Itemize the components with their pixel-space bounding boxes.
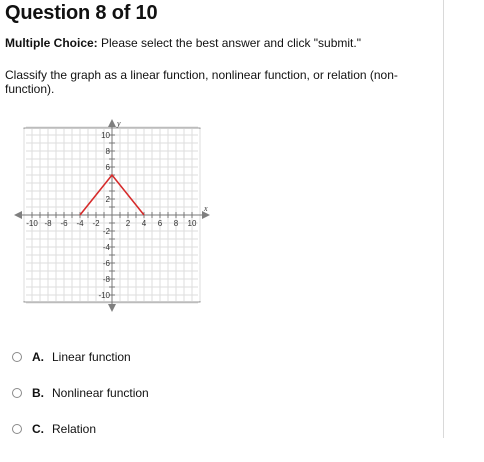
- y-tick-label: 2: [105, 195, 110, 204]
- x-tick-label: -4: [76, 219, 84, 228]
- radio-button-c[interactable]: [12, 424, 22, 434]
- x-axis-left-arrow-icon: [14, 211, 22, 219]
- right-divider: [443, 0, 444, 438]
- y-tick-label: 10: [101, 131, 110, 140]
- choice-b-letter: B.: [32, 386, 44, 400]
- y-tick-label: -2: [102, 227, 110, 236]
- x-tick-label: 6: [157, 219, 163, 228]
- y-tick-label: 6: [105, 163, 110, 172]
- x-tick-label: 10: [187, 219, 197, 228]
- y-tick-label: -10: [98, 291, 110, 300]
- y-axis-down-arrow-icon: [108, 304, 116, 312]
- choice-a-label: Linear function: [52, 350, 131, 364]
- choice-a[interactable]: [12, 348, 131, 366]
- choice-b-label: Nonlinear function: [52, 386, 149, 400]
- instructions-text: Please select the best answer and click "submit.": [97, 36, 361, 50]
- choice-b[interactable]: [12, 384, 149, 402]
- y-tick-label: -6: [102, 259, 110, 268]
- instructions: [5, 36, 361, 50]
- x-tick-label: -10: [26, 219, 38, 228]
- y-axis-up-arrow-icon: [108, 119, 116, 127]
- choice-c-label: Relation: [52, 422, 97, 436]
- x-tick-label: -6: [60, 219, 68, 228]
- y-axis-label: y: [117, 119, 121, 128]
- choice-a-letter: A.: [32, 350, 44, 364]
- x-axis-label: x: [204, 204, 208, 213]
- radio-button-b[interactable]: [12, 388, 22, 398]
- y-tick-label: -4: [102, 243, 110, 252]
- choice-c-letter: C.: [32, 422, 44, 436]
- radio-button-a[interactable]: [12, 352, 22, 362]
- x-tick-label: 4: [141, 219, 147, 228]
- y-tick-label: 8: [105, 147, 110, 156]
- instructions-label: Multiple Choice:: [5, 36, 98, 50]
- question-prompt: Classify the graph as a linear function, nonlinear function, or relation (non-function).: [5, 68, 398, 96]
- x-tick-label: -8: [44, 219, 52, 228]
- x-tick-label: -2: [92, 219, 100, 228]
- y-tick-label: -8: [102, 275, 110, 284]
- x-tick-label: 2: [125, 219, 131, 228]
- coordinate-graph: [0, 116, 230, 316]
- question-title: Question 8 of 10: [5, 2, 158, 24]
- x-tick-label: 8: [173, 219, 179, 228]
- choice-c[interactable]: [12, 420, 96, 438]
